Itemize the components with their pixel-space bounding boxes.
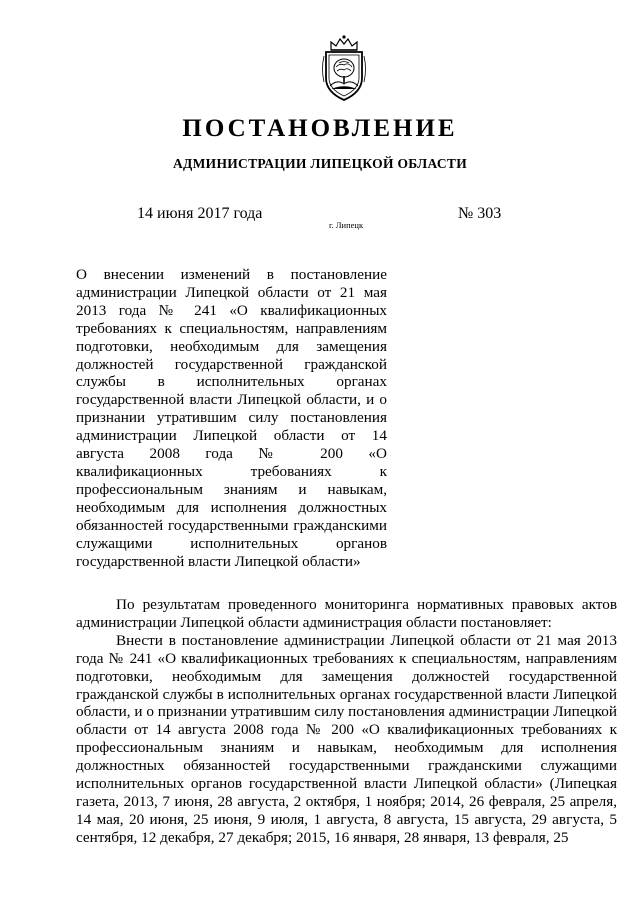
document-subtitle: АДМИНИСТРАЦИИ ЛИПЕЦКОЙ ОБЛАСТИ xyxy=(172,156,468,171)
document-number: № 303 xyxy=(458,205,502,222)
document-date: 14 июня 2017 года xyxy=(137,205,263,222)
body-paragraph-2: Внести в постановление администрации Липецкой области от 21 мая 2013 года № 241 «О квалификационных требованиях к специальностям, направлениям подготовки, необходимым для замещения должностей государственной гражданской службы в исполнительных органах государственной власти Липецкой области, и о признании утратившим силу постановления администрации Липецкой области от 14 августа 2008 года № 200 «О квалификационных требованиях к профессиональным знаниям и навыкам, необходимым для исполнения должностных обязанностей государственными гражданскими служащими исполнительных органов государственной власти Липецкой области» (Липецкая газета, 2013, 7 июня, 28 августа, 2 октября, 1 ноября; 2014, 26 февраля, 25 апреля, 14 мая, 20 июня, 25 июня, 9 июля, 1 августа, 8 августа, 15 августа, 29 августа, 5 сентября, 12 декабря, 27 декабря; 2015, 16 января, 28 января, 13 февраля, 25 xyxy=(76,631,617,846)
body-paragraph-1: По результатам проведенного мониторинга нормативных правовых актов администрации Липецкой области администрация области постановляет: xyxy=(76,596,617,631)
document-body xyxy=(76,596,617,847)
document-title: ПОСТАНОВЛЕНИЕ xyxy=(182,115,458,142)
coat-of-arms-emblem xyxy=(319,34,369,104)
document-subject: О внесении изменений в постановление администрации Липецкой области от 21 мая 2013 года № 241 «О квалификационных требованиях к специальностям, направлениям подготовки, необходимым для замещения должностей государственной гражданской службы в исполнительных органах государственной власти Липецкой области, и о признании утратившим силу постановления администрации Липецкой области от 14 августа 2008 года № 200 «О квалификационных требованиях к профессиональным знаниям и навыкам, необходимым для исполнения должностных обязанностей государственными гражданскими служащими исполнительных органов государственной власти Липецкой области» xyxy=(76,266,387,570)
document-city: г. Липецк xyxy=(329,220,364,230)
